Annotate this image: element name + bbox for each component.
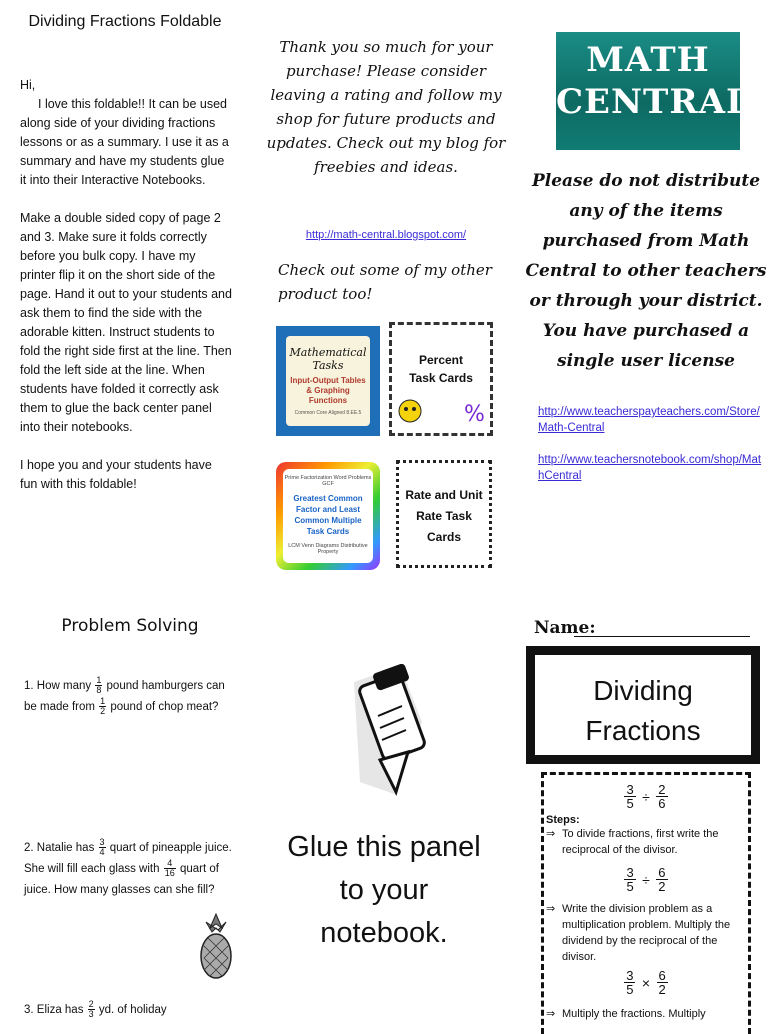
- product-tags-top: Prime Factorization Word Problems GCF: [284, 475, 372, 487]
- fraction: [88, 1000, 95, 1019]
- step-3-text: Multiply the fractions. Multiply: [562, 1008, 706, 1020]
- svg-text:%: %: [464, 402, 485, 425]
- operator: ÷: [642, 871, 650, 888]
- card-inner: [283, 469, 373, 563]
- numerator: 3: [99, 837, 105, 848]
- product-subtitle: Input-Output Tables & Graphing Functions: [290, 376, 366, 405]
- numerator: 3: [626, 968, 634, 983]
- numerator: 3: [626, 865, 634, 880]
- numerator: 6: [658, 865, 666, 880]
- equation-2: [544, 866, 748, 893]
- step-2-text: Write the division problem as a multiplication problem. Multiply the dividend by the reciprocal of the divisor.: [562, 903, 731, 963]
- q3-text-a: 3. Eliza has: [24, 1004, 84, 1016]
- denominator: 3: [88, 1009, 94, 1020]
- intro-paragraph: I love this foldable!! It can be used along side of your dividing fractions lessons or as a summary. I use it as a summary and have my students glue it into their Interactive Notebooks.: [20, 97, 229, 187]
- q1-text-c: pound of chop meat?: [110, 701, 219, 713]
- equation-3: [544, 969, 748, 996]
- product-footer: Common Core Aligned 8.EE.5: [294, 410, 362, 416]
- fraction: [624, 783, 635, 810]
- product-card-mathematical-tasks[interactable]: [276, 326, 380, 436]
- fraction: [656, 783, 667, 810]
- product-title: Percent Task Cards: [409, 353, 473, 385]
- q2-text-a: 2. Natalie has: [24, 842, 95, 854]
- cartoon-icon: [396, 397, 426, 425]
- product-card-rate[interactable]: [396, 460, 492, 568]
- denominator: 6: [658, 796, 666, 811]
- q2-text-b: quart of pineapple juice. She will fill each glass with: [24, 842, 232, 875]
- arrow-icon: ⇒: [546, 903, 556, 915]
- problem-2: [24, 838, 240, 901]
- problem-1: [24, 676, 240, 718]
- name-line[interactable]: [574, 636, 750, 637]
- product-title: Greatest Common Factor and Least Common Multiple Task Cards: [293, 494, 363, 536]
- title-frame: [526, 646, 760, 764]
- arrow-icon: ⇒: [546, 828, 556, 840]
- fraction: [624, 866, 635, 893]
- closing-paragraph: I hope you and your students have fun with this foldable!: [20, 458, 212, 491]
- numerator: 6: [658, 968, 666, 983]
- problem-3: [24, 1000, 240, 1021]
- blog-link-wrap: [266, 229, 506, 241]
- product-title: Rate and Unit Rate Task Cards: [405, 488, 483, 544]
- fraction: [164, 859, 176, 878]
- denominator: 5: [626, 879, 634, 894]
- product-card-gcf-lcm[interactable]: [276, 462, 380, 570]
- operator: ×: [641, 974, 651, 991]
- foldable-front-title: Dividing Fractions: [541, 661, 745, 749]
- blog-link[interactable]: http://math-central.blogspot.com/: [305, 229, 467, 241]
- step-1: [544, 826, 748, 858]
- fraction: [95, 676, 102, 695]
- product-card-percent[interactable]: [389, 322, 493, 436]
- glue-instruction: Glue this panel to your notebook.: [287, 831, 481, 949]
- numerator: 2: [88, 999, 94, 1010]
- q1-text-b: pound hamburgers can be made from: [24, 680, 225, 713]
- denominator: 16: [164, 868, 175, 879]
- numerator: 1: [96, 675, 102, 686]
- tpt-store-link[interactable]: http://www.teacherspayteachers.com/Store/Math-Central: [538, 406, 760, 434]
- equation-1: [544, 783, 748, 810]
- name-label: Name:: [534, 618, 596, 638]
- foldable-title: Dividing Fractions Foldable: [28, 13, 222, 30]
- numerator: 2: [658, 782, 666, 797]
- logo-line-1: MATH: [586, 40, 710, 80]
- operator: ÷: [642, 788, 650, 805]
- numerator: 1: [100, 696, 106, 707]
- license-notice: Please do not distribute any of the items purchased from Math Central to other teachers or through your district. You have purchased a single user license: [525, 171, 767, 371]
- tn-shop-link[interactable]: http://www.teachersnotebook.com/shop/MathCentral: [538, 454, 762, 482]
- fraction: [624, 969, 635, 996]
- step-2: [544, 901, 748, 965]
- copy-instructions-paragraph: Make a double sided copy of page 2 and 3. Make sure it folds correctly before you bulk copy. I have my printer flip it on the short side of the page. Hand it out to your students and ask them to find the side with the adorable kitten. Instruct students to fold the right side first at the line. Then fold the left side at the line. When students have folded it correctly ask them to glue the back center panel into their notebooks.: [20, 211, 232, 434]
- step-3: [544, 1006, 748, 1022]
- product-tags-bottom: LCM Venn Diagrams Distributive Property: [288, 543, 368, 555]
- card-inner: [286, 336, 370, 426]
- numerator: 3: [626, 782, 634, 797]
- denominator: 4: [99, 847, 105, 858]
- step-1-text: To divide fractions, first write the reciprocal of the divisor.: [562, 828, 719, 856]
- glue-bottle-icon: [340, 664, 434, 804]
- product-title: Mathematical Tasks: [289, 346, 367, 372]
- denominator: 8: [96, 685, 102, 696]
- denominator: 5: [626, 796, 634, 811]
- instructions-text: [20, 76, 232, 513]
- other-products-note: Check out some of my other product too!: [278, 261, 492, 303]
- pineapple-icon: [196, 912, 236, 982]
- math-central-logo: [556, 32, 751, 150]
- thank-you-note: Thank you so much for your purchase! Please consider leaving a rating and follow my shop for future products and updates. Check out my blog for freebies and ideas.: [266, 38, 506, 176]
- problem-solving-title: Problem Solving: [61, 616, 199, 636]
- fraction: [99, 697, 106, 716]
- denominator: 2: [100, 706, 106, 717]
- fraction: [99, 838, 106, 857]
- steps-label: Steps:: [546, 814, 580, 826]
- denominator: 2: [658, 982, 666, 997]
- numerator: 4: [164, 859, 176, 869]
- logo-line-2: CENTRAL: [556, 82, 751, 122]
- arrow-icon: ⇒: [546, 1008, 556, 1020]
- percent-icon: [462, 401, 488, 425]
- q1-text-a: 1. How many: [24, 680, 92, 692]
- fraction: [657, 969, 668, 996]
- q2-text-c: quart of juice. How many glasses can she fill?: [24, 863, 219, 896]
- greeting: Hi,: [20, 78, 36, 92]
- steps-box: [541, 772, 751, 1034]
- denominator: 5: [626, 982, 634, 997]
- denominator: 2: [658, 879, 666, 894]
- fraction: [656, 866, 667, 893]
- q3-text-b: yd. of holiday: [98, 1004, 167, 1016]
